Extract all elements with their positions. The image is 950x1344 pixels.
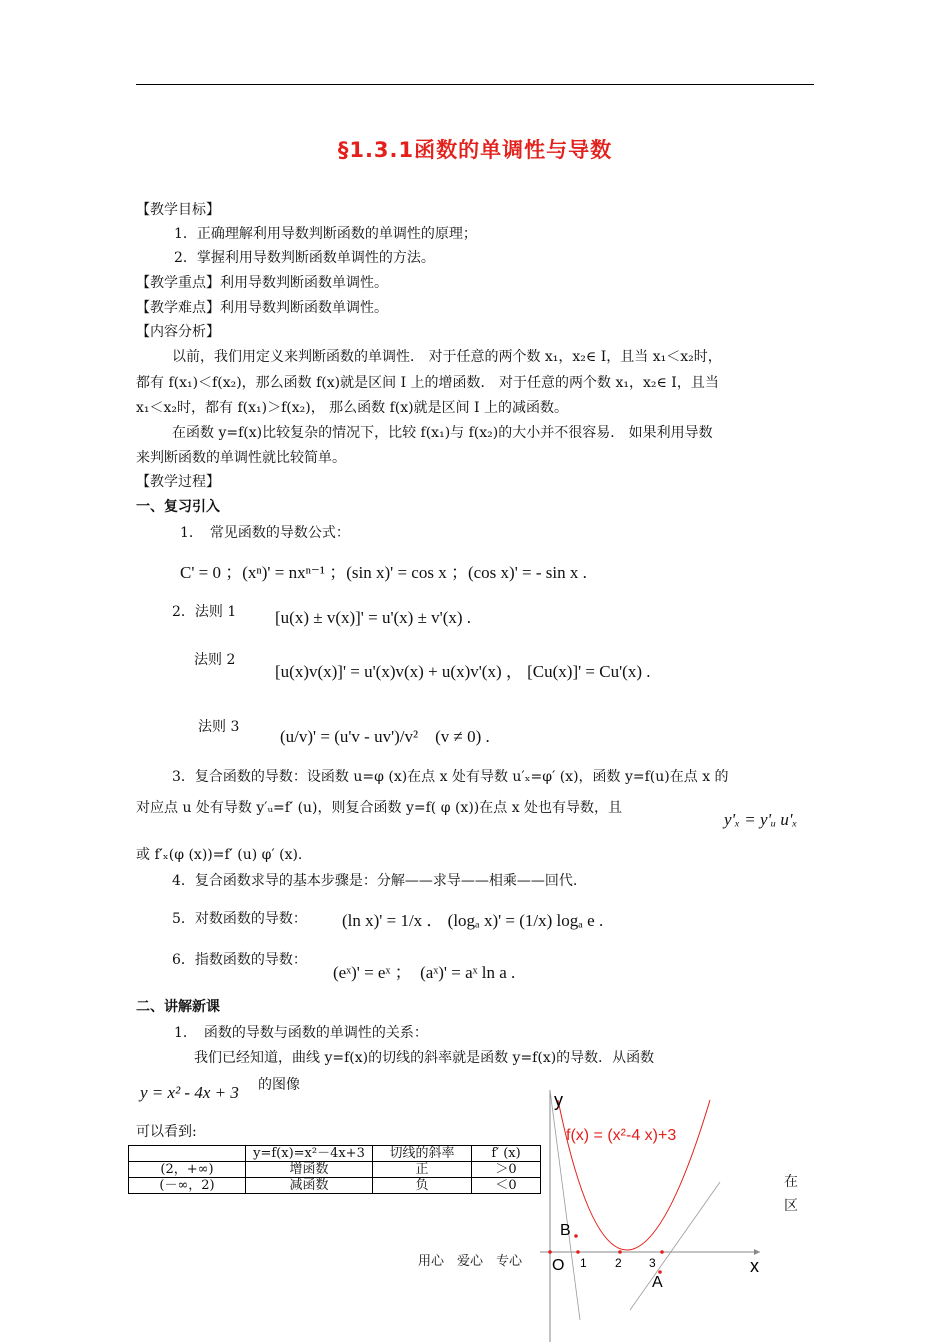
page-title: §1.3.1函数的单调性与导数: [337, 138, 613, 162]
table-header-row: [129, 1146, 541, 1162]
footer: 用心 爱心 专心: [418, 1254, 523, 1269]
table-cell: (2，+∞): [129, 1162, 246, 1178]
rule2-label: 法则 2: [194, 652, 236, 668]
point-x-2: [618, 1250, 622, 1254]
review-item-3-l2: 对应点 u 处有导数 y′ᵤ=f′ (u)，则复合函数 y=f( φ (x))在点 x 处也有导数，且: [136, 800, 623, 816]
review-item-4: 4．复合函数求导的基本步骤是：分解——求导——相乘——回代.: [172, 873, 578, 889]
point-x-3: [660, 1250, 664, 1254]
table-row: [129, 1178, 541, 1194]
analysis-p1-l3: x₁＜x₂时，都有 f(x₁)＞f(x₂)， 那么函数 f(x)就是区间 I 上的减函数。: [136, 400, 569, 416]
tangent-line-a: [630, 1182, 720, 1310]
origin-point: [548, 1250, 552, 1254]
can-see-text: 可以看到:: [136, 1124, 197, 1140]
review-item-3-l3: 或 f′ₓ(φ (x))=f′ (u) φ′ (x).: [136, 847, 303, 863]
tick-label-2: 2: [615, 1256, 622, 1270]
x-axis-arrow-icon: [754, 1249, 760, 1255]
table-cell: 正: [373, 1162, 472, 1178]
review-item-5-label: 5．对数函数的导数：: [172, 911, 307, 927]
analysis-p1-l1: 以前，我们用定义来判断函数的单调性． 对于任意的两个数 x₁，x₂∈ I，且当 x₁＜x₂时，: [172, 349, 722, 365]
difficulty: 【教学难点】利用导数判断函数单调性。: [136, 300, 388, 316]
point-x-1: [576, 1250, 580, 1254]
rule2-formula: [u(x)v(x)]' = u'(x)v(x) + u(x)v'(x) ， [Cu(x)]' = Cu'(x) .: [275, 662, 651, 681]
header-rule: [136, 84, 814, 85]
table-header-cell: y=f(x)=x²－4x+3: [246, 1146, 373, 1162]
point-a-label: A: [652, 1274, 663, 1291]
new-lesson-p-l1: 我们已经知道，曲线 y=f(x)的切线的斜率就是函数 y=f(x)的导数．从函数: [194, 1050, 655, 1066]
table-cell: ＞0: [472, 1162, 541, 1178]
side-text-1: 在: [784, 1174, 798, 1190]
section-new-lesson: 二、讲解新课: [136, 999, 220, 1015]
table-header-cell: f′ (x): [472, 1146, 541, 1162]
review-item-1: 1． 常见函数的导数公式：: [180, 525, 350, 541]
tick-label-1: 1: [580, 1256, 587, 1270]
table-cell: (－∞，2): [129, 1178, 246, 1194]
review-item-6-label: 6．指数函数的导数：: [172, 952, 307, 968]
table-cell: 减函数: [246, 1178, 373, 1194]
goals-heading: 【教学目标】: [136, 202, 220, 218]
origin-label: O: [552, 1257, 565, 1274]
point-b-label: B: [560, 1222, 571, 1239]
analysis-p2-l1: 在函数 y=f(x)比较复杂的情况下，比较 f(x₁)与 f(x₂)的大小并不很容易． 如果利用导数: [172, 425, 713, 441]
key-point: 【教学重点】利用导数判断函数单调性。: [136, 275, 388, 291]
review-item-6-formula: (eˣ)' = eˣ ； (aˣ)' = aˣ ln a .: [333, 963, 516, 982]
table-cell: 负: [373, 1178, 472, 1194]
function-label: f(x) = (x²-4 x)+3: [566, 1127, 677, 1144]
new-lesson-item-1: 1． 函数的导数与函数的单调性的关系：: [174, 1025, 428, 1041]
table-cell: 增函数: [246, 1162, 373, 1178]
analysis-p1-l2: 都有 f(x₁)＜f(x₂)，那么函数 f(x)就是区间 I 上的增函数． 对于任意的两个数 x₁，x₂∈ I，且当: [136, 375, 719, 391]
y-axis-label: y: [554, 1090, 563, 1110]
formula-basic-derivatives: C' = 0 ；(xⁿ)' = nxⁿ⁻¹ ；(sin x)' = cos x ；(cos x)' = - sin x .: [180, 563, 587, 582]
table-row: [129, 1162, 541, 1178]
rule1-label: 2．法则 1: [172, 604, 237, 620]
review-item-3-formula: y'ₓ = y'ᵤ u'ₓ: [724, 810, 798, 829]
x-axis-label: x: [750, 1256, 759, 1276]
new-lesson-p-l2: 的图像: [258, 1077, 300, 1093]
section-review: 一、复习引入: [136, 499, 220, 515]
goal-item-1: 1．正确理解利用导数判断函数的单调性的原理；: [174, 226, 477, 242]
goal-item-2: 2．掌握利用导数判断函数单调性的方法。: [174, 250, 435, 266]
tangent-line-b: [550, 1090, 580, 1320]
rule3-formula: (u/v)' = (u'v - uv')/v² (v ≠ 0) .: [280, 727, 490, 746]
analysis-p2-l2: 来判断函数的单调性就比较简单。: [136, 450, 346, 466]
table-header-cell: 切线的斜率: [373, 1146, 472, 1162]
review-item-3-l1: 3．复合函数的导数：设函数 u=φ (x)在点 x 处有导数 u′ₓ=φ′ (x)，函数 y=f(u)在点 x 的: [172, 769, 729, 785]
rule3-label: 法则 3: [198, 719, 240, 735]
new-lesson-function: y = x² - 4x + 3: [140, 1083, 239, 1102]
table-header-cell: [129, 1146, 246, 1162]
rule1-formula: [u(x) ± v(x)]' = u'(x) ± v'(x) .: [275, 608, 472, 627]
parabola-curve: [558, 1100, 710, 1250]
tick-label-3: 3: [649, 1256, 656, 1270]
side-text-2: 区: [784, 1198, 798, 1214]
review-item-5-formula: (ln x)' = 1/x ． (logₐ x)' = (1/x) logₐ e .: [342, 911, 604, 930]
monotonicity-table: [128, 1145, 541, 1194]
function-graph: [520, 1080, 780, 1344]
point-b: [574, 1234, 578, 1238]
analysis-heading: 【内容分析】: [136, 324, 220, 340]
process-heading: 【教学过程】: [136, 474, 220, 490]
table-cell: ＜0: [472, 1178, 541, 1194]
